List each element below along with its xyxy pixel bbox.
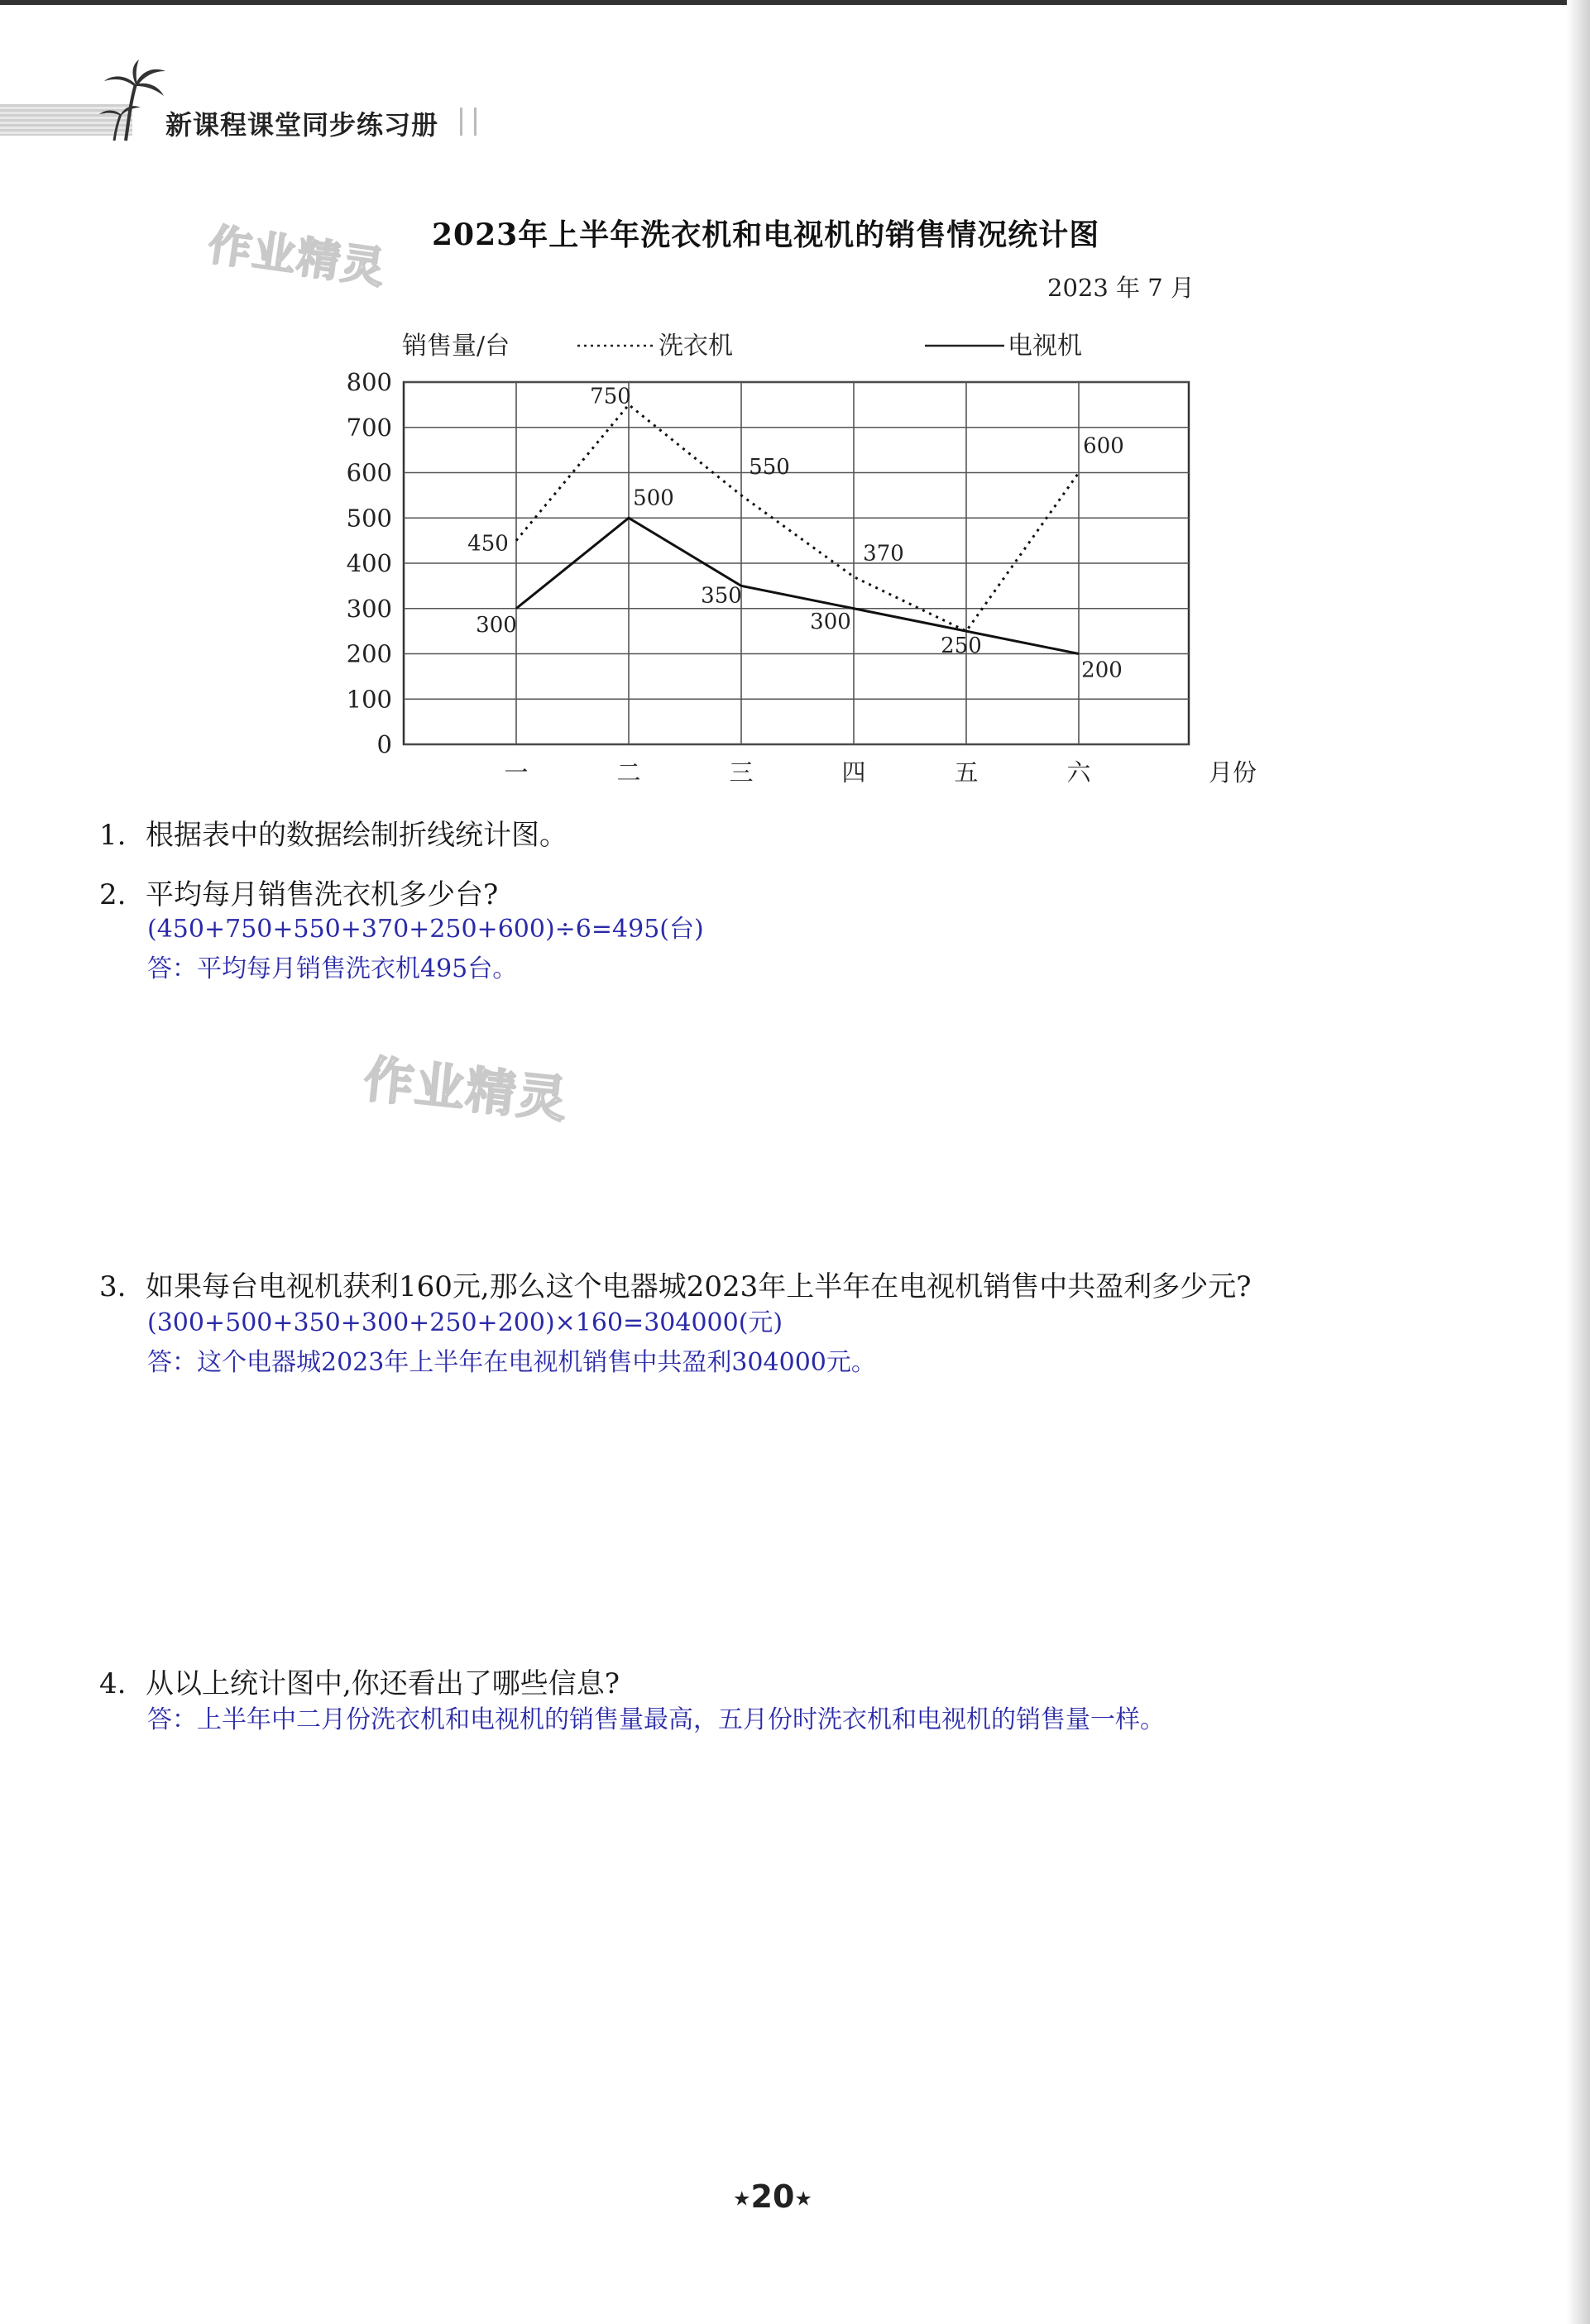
data-label-washing-machine: 450: [467, 531, 509, 557]
y-tick-label: 0: [376, 730, 392, 758]
x-tick-label: 二: [616, 758, 641, 787]
y-tick-label: 700: [346, 413, 392, 442]
chart-title: 2023年上半年洗衣机和电视机的销售情况统计图: [432, 218, 1100, 252]
data-label-tv: 350: [701, 583, 742, 609]
y-tick-label: 500: [346, 504, 392, 533]
x-tick-label: 四: [841, 758, 866, 787]
question-number: 2.: [99, 878, 127, 911]
star-icon: ★: [794, 2187, 812, 2211]
watermark: 作业精灵: [361, 1050, 572, 1130]
x-tick-label: 一: [504, 758, 529, 787]
y-tick-label: 100: [346, 685, 392, 714]
question-text: 从以上统计图中,你还看出了哪些信息?: [146, 1667, 620, 1700]
answer-text: 答：平均每月销售洗衣机495台。: [147, 954, 518, 983]
data-label-tv: 300: [810, 609, 851, 634]
data-label-tv: 200: [1081, 658, 1123, 683]
data-label-washing-machine: 550: [749, 454, 790, 480]
star-icon: ★: [733, 2187, 751, 2211]
x-tick-label: 六: [1066, 758, 1091, 787]
data-label-tv: 300: [476, 612, 517, 638]
y-tick-label: 300: [346, 594, 392, 623]
x-axis-label: 月份: [1209, 758, 1257, 787]
chart-date: 2023 年 7 月: [1047, 274, 1195, 302]
question-text: 根据表中的数据绘制折线统计图。: [146, 819, 568, 852]
question-number: 3.: [99, 1270, 127, 1303]
y-axis-label: 销售量/台: [402, 332, 510, 361]
y-tick-label: 800: [346, 368, 392, 396]
answer-equation: (450+750+550+370+250+600)÷6=495(台): [147, 915, 704, 944]
x-tick-label: 五: [954, 758, 979, 787]
page-number: [733, 2178, 812, 2215]
question-3: [99, 1264, 1251, 1304]
data-label-washing-machine: 600: [1083, 433, 1124, 459]
answer-equation: (300+500+350+300+250+200)×160=304000(元): [147, 1308, 783, 1337]
y-tick-label: 400: [346, 549, 392, 577]
question-1: [99, 812, 568, 853]
data-label-washing-machine: 370: [863, 541, 904, 567]
data-label-washing-machine: 750: [590, 384, 631, 409]
question-4: [99, 1661, 620, 1701]
legend-label-tv: 电视机: [1008, 332, 1082, 361]
page-number-value: 20: [750, 2178, 795, 2215]
data-label-tv: 500: [633, 485, 674, 511]
question-2: [99, 872, 498, 912]
x-tick-label: 三: [729, 758, 754, 787]
header-title: 新课程课堂同步练习册: [165, 109, 439, 141]
question-number: 1.: [99, 819, 127, 852]
legend-label-washing-machine: 洗衣机: [659, 332, 733, 361]
answer-text: 答：上半年中二月份洗衣机和电视机的销售量最高，五月份时洗衣机和电视机的销售量一样。: [147, 1705, 1165, 1734]
data-label-washing-machine: 250: [941, 634, 982, 659]
y-tick-label: 600: [346, 458, 392, 487]
y-tick-label: 200: [346, 639, 392, 668]
question-number: 4.: [99, 1667, 127, 1700]
series-tv-line: [516, 518, 1079, 653]
answer-text: 答：这个电器城2023年上半年在电视机销售中共盈利304000元。: [147, 1348, 876, 1377]
question-text: 如果每台电视机获利160元,那么这个电器城2023年上半年在电视机销售中共盈利多少元?: [146, 1270, 1252, 1303]
question-text: 平均每月销售洗衣机多少台?: [146, 878, 499, 911]
watermark: 作业精灵: [205, 220, 390, 294]
